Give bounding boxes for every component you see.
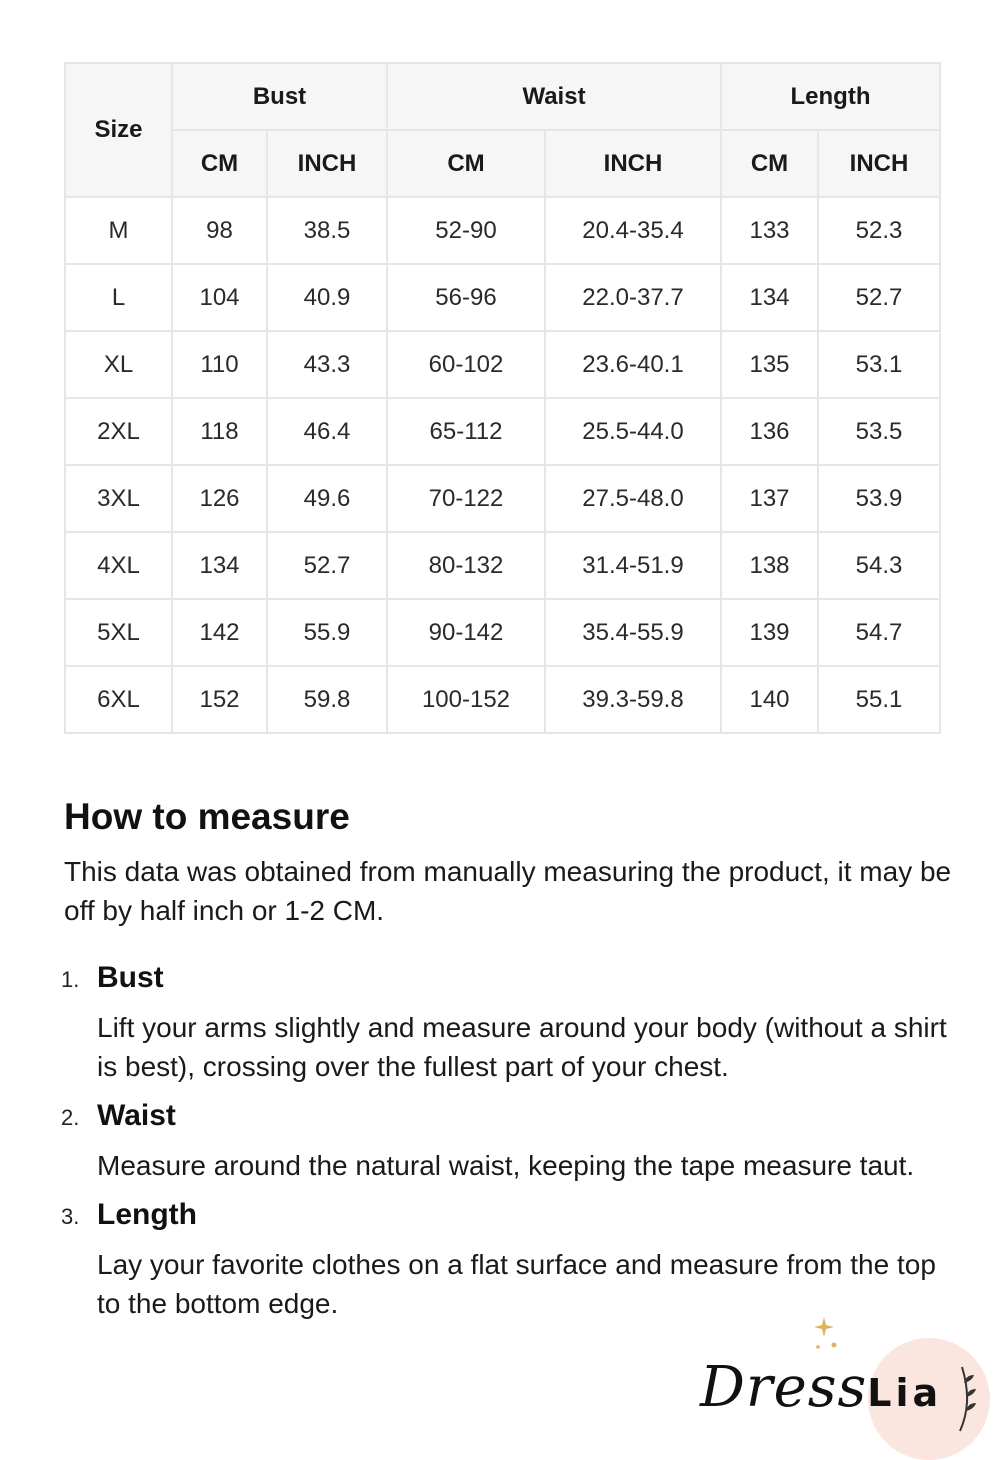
measurement-cell: 59.8 [267, 666, 387, 733]
measurement-cell: 90-142 [387, 599, 545, 666]
logo-text-lia: Lia [867, 1371, 943, 1415]
measurement-cell: 54.7 [818, 599, 940, 666]
measurement-cell: 52.7 [818, 264, 940, 331]
step-length [61, 1195, 964, 1323]
measurement-cell: 140 [721, 666, 818, 733]
measurement-cell: 126 [172, 465, 267, 532]
step-bust [61, 958, 964, 1086]
size-chart-table [64, 62, 941, 734]
table-row [65, 599, 940, 666]
size-cell: 4XL [65, 532, 172, 599]
table-row [65, 666, 940, 733]
measurement-cell: 54.3 [818, 532, 940, 599]
size-cell: 5XL [65, 599, 172, 666]
step-number: 2. [61, 1105, 80, 1130]
step-number: 3. [61, 1204, 80, 1229]
measurement-cell: 53.5 [818, 398, 940, 465]
bust-header: Bust [172, 63, 387, 130]
unit-header: INCH [818, 130, 940, 197]
table-row [65, 197, 940, 264]
step-number: 1. [61, 967, 80, 992]
step-waist [61, 1096, 964, 1185]
unit-header: INCH [267, 130, 387, 197]
header-row-units [65, 130, 940, 197]
table-row [65, 264, 940, 331]
laurel-icon [952, 1363, 978, 1433]
unit-header: INCH [545, 130, 721, 197]
measurement-cell: 60-102 [387, 331, 545, 398]
measurement-cell: 134 [172, 532, 267, 599]
size-cell: M [65, 197, 172, 264]
table-body [65, 197, 940, 733]
measurement-cell: 98 [172, 197, 267, 264]
measurement-cell: 53.1 [818, 331, 940, 398]
step-title: Length [97, 1198, 197, 1231]
size-cell: XL [65, 331, 172, 398]
measurement-cell: 118 [172, 398, 267, 465]
step-title: Bust [97, 961, 164, 994]
step-description: Lift your arms slightly and measure around your body (without a shirt is best), crossing over the fullest part of your chest. [97, 1012, 947, 1082]
measurement-cell: 39.3-59.8 [545, 666, 721, 733]
measurement-cell: 23.6-40.1 [545, 331, 721, 398]
measure-steps-list [61, 958, 964, 1323]
unit-header: CM [172, 130, 267, 197]
logo-wordmark [700, 1355, 942, 1420]
measurement-cell: 27.5-48.0 [545, 465, 721, 532]
measurement-cell: 22.0-37.7 [545, 264, 721, 331]
table-row [65, 331, 940, 398]
size-cell: L [65, 264, 172, 331]
measurement-cell: 134 [721, 264, 818, 331]
measurement-cell: 25.5-44.0 [545, 398, 721, 465]
table-row [65, 465, 940, 532]
measurement-cell: 55.1 [818, 666, 940, 733]
measurement-cell: 49.6 [267, 465, 387, 532]
measurement-cell: 35.4-55.9 [545, 599, 721, 666]
header-row-groups [65, 63, 940, 130]
measurement-cell: 152 [172, 666, 267, 733]
measurement-cell: 104 [172, 264, 267, 331]
measurement-cell: 20.4-35.4 [545, 197, 721, 264]
measurement-cell: 70-122 [387, 465, 545, 532]
measurement-cell: 137 [721, 465, 818, 532]
length-header: Length [721, 63, 940, 130]
how-to-measure-title: How to measure [64, 796, 350, 837]
measurement-cell: 110 [172, 331, 267, 398]
size-cell: 3XL [65, 465, 172, 532]
step-title: Waist [97, 1099, 176, 1132]
measurement-cell: 43.3 [267, 331, 387, 398]
size-header: Size [65, 63, 172, 197]
size-cell: 6XL [65, 666, 172, 733]
measurement-cell: 138 [721, 532, 818, 599]
how-to-measure-intro: This data was obtained from manually measuring the product, it may be off by half inch or 1-2 CM. [64, 856, 952, 926]
how-to-measure-section [61, 792, 964, 1333]
dresslia-logo [690, 1315, 1000, 1460]
measurement-cell: 53.9 [818, 465, 940, 532]
measurement-cell: 31.4-51.9 [545, 532, 721, 599]
measurement-cell: 136 [721, 398, 818, 465]
unit-header: CM [387, 130, 545, 197]
unit-header: CM [721, 130, 818, 197]
measurement-cell: 40.9 [267, 264, 387, 331]
logo-text-dress: Dress [700, 1355, 868, 1420]
sparkle-icon [812, 1315, 842, 1355]
measurement-cell: 65-112 [387, 398, 545, 465]
table-row [65, 532, 940, 599]
measurement-cell: 100-152 [387, 666, 545, 733]
measurement-cell: 52.3 [818, 197, 940, 264]
step-description: Lay your favorite clothes on a flat surface and measure from the top to the bottom edge. [97, 1249, 936, 1319]
measurement-cell: 52-90 [387, 197, 545, 264]
size-cell: 2XL [65, 398, 172, 465]
measurement-cell: 133 [721, 197, 818, 264]
measurement-cell: 142 [172, 599, 267, 666]
waist-header: Waist [387, 63, 721, 130]
step-description: Measure around the natural waist, keeping the tape measure taut. [97, 1150, 915, 1181]
table-row [65, 398, 940, 465]
measurement-cell: 80-132 [387, 532, 545, 599]
measurement-cell: 56-96 [387, 264, 545, 331]
measurement-cell: 55.9 [267, 599, 387, 666]
measurement-cell: 52.7 [267, 532, 387, 599]
measurement-cell: 135 [721, 331, 818, 398]
measurement-cell: 139 [721, 599, 818, 666]
measurement-cell: 46.4 [267, 398, 387, 465]
measurement-cell: 38.5 [267, 197, 387, 264]
